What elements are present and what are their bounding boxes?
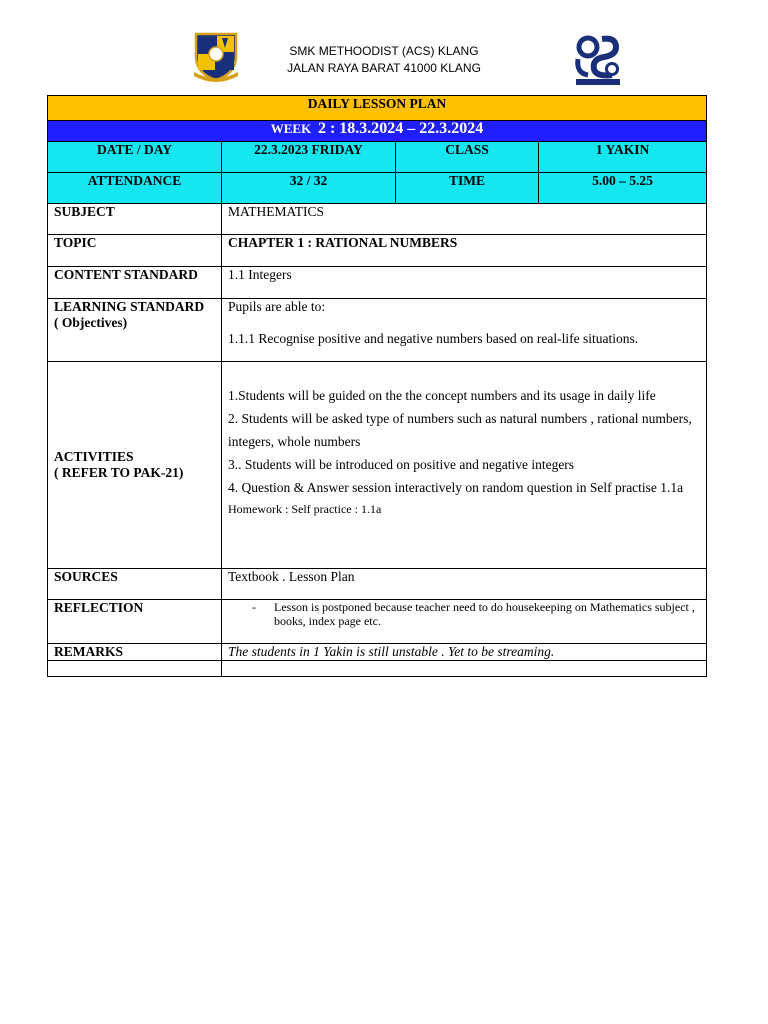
week-label: WEEK — [270, 121, 312, 136]
school-name-block — [250, 43, 518, 77]
class-label: CLASS — [396, 142, 539, 173]
homework: Homework : Self practice : 1.1a — [228, 502, 382, 516]
activities-label: ACTIVITIES — [54, 449, 134, 464]
learning-standard-label: LEARNING STANDARD — [54, 299, 205, 314]
content-standard-row — [48, 267, 707, 299]
date-class-row — [48, 142, 707, 173]
document-header — [0, 0, 768, 95]
activities-sub: ( REFER TO PAK-21) — [54, 465, 184, 480]
sources-row — [48, 569, 707, 600]
sources-value: Textbook . Lesson Plan — [222, 569, 707, 600]
25-anniversary-logo-icon — [572, 33, 624, 87]
learning-standard-sub: ( Objectives) — [54, 315, 128, 330]
activities-row — [48, 362, 707, 569]
activity-item: 1.Students will be guided on the the concept numbers and its usage in daily life — [228, 388, 656, 403]
attendance-time-row — [48, 173, 707, 204]
time-value: 5.00 – 5.25 — [539, 173, 707, 204]
learning-standard-row — [48, 299, 707, 362]
reflection-dash: - — [252, 600, 256, 614]
learning-standard-label-cell — [48, 299, 222, 362]
class-value: 1 YAKIN — [539, 142, 707, 173]
week-cell — [48, 121, 707, 142]
reflection-text: Lesson is postponed because teacher need to do housekeeping on Mathematics subject , books, index page etc. — [274, 600, 695, 628]
remarks-row — [48, 644, 707, 661]
activity-item: 4. Question & Answer session interactively on random question in Self practise 1.1a — [228, 480, 684, 495]
reflection-row — [48, 600, 707, 644]
content-standard-value: 1.1 Integers — [222, 267, 707, 299]
empty-row — [48, 661, 707, 677]
time-label: TIME — [396, 173, 539, 204]
activity-item: 3.. Students will be introduced on positive and negative integers — [228, 457, 575, 472]
subject-value: MATHEMATICS — [222, 204, 707, 235]
attendance-value: 32 / 32 — [222, 173, 396, 204]
plan-title: DAILY LESSON PLAN — [48, 96, 707, 121]
subject-label: SUBJECT — [48, 204, 222, 235]
activities-list — [228, 384, 700, 499]
learning-intro: Pupils are able to: — [228, 299, 326, 314]
empty-cell — [222, 661, 707, 677]
attendance-label: ATTENDANCE — [48, 173, 222, 204]
topic-row — [48, 235, 707, 267]
subject-row — [48, 204, 707, 235]
lesson-plan-table — [47, 95, 707, 677]
school-name: SMK METHOODIST (ACS) KLANG — [289, 44, 479, 58]
reflection-value-cell — [222, 600, 707, 644]
remarks-value: The students in 1 Yakin is still unstable . Yet to be streaming. — [222, 644, 707, 661]
learning-objective: 1.1.1 Recognise positive and negative numbers based on real-life situations. — [228, 331, 639, 346]
week-row — [48, 121, 707, 142]
reflection-label: REFLECTION — [48, 600, 222, 644]
remarks-label: REMARKS — [48, 644, 222, 661]
topic-label: TOPIC — [48, 235, 222, 267]
content-standard-label: CONTENT STANDARD — [48, 267, 222, 299]
sources-label: SOURCES — [48, 569, 222, 600]
activities-value-cell — [222, 362, 707, 569]
date-value: 22.3.2023 FRIDAY — [222, 142, 396, 173]
reflection-item — [228, 600, 700, 628]
week-value: 2 : 18.3.2024 – 22.3.2024 — [317, 120, 484, 137]
topic-value: CHAPTER 1 : RATIONAL NUMBERS — [222, 235, 707, 267]
activity-item: 2. Students will be asked type of numbers such as natural numbers , rational numbers, integers, whole numbers — [228, 411, 692, 449]
empty-cell — [48, 661, 222, 677]
title-row — [48, 96, 707, 121]
school-address: JALAN RAYA BARAT 41000 KLANG — [287, 61, 481, 75]
date-label: DATE / DAY — [48, 142, 222, 173]
activities-label-cell — [48, 362, 222, 569]
school-crest-icon — [192, 30, 240, 82]
learning-standard-value-cell — [222, 299, 707, 362]
